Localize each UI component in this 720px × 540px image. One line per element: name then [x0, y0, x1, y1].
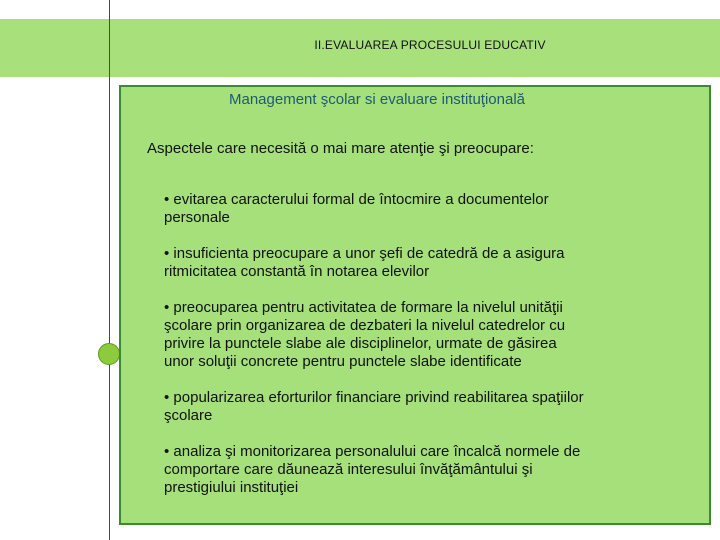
vertical-divider-line [109, 0, 110, 540]
section-subtitle: Management şcolar si evaluare instituţională [229, 91, 525, 108]
aspects-list [164, 191, 684, 497]
slide-title: II.EVALUAREA PROCESULUI EDUCATIV [314, 38, 546, 52]
content-box [119, 85, 711, 525]
list-item: • popularizarea eforturilor financiare privind reabilitarea spaţiilor şcolare [164, 389, 584, 424]
list-item: • evitarea caracterului formal de întocmire a documentelor personale [164, 191, 549, 226]
list-item: • insuficienta preocupare a unor şefi de catedră de a asigura ritmicitatea constantă în notarea elevilor [164, 245, 565, 280]
list-item: • analiza şi monitorizarea personalului care încalcă normele de comportare care dăunează interesului învăţământului şi prestigiului instituţiei [164, 443, 581, 496]
list-item: • preocuparea pentru activitatea de formare la nivelul unităţii şcolare prin organizarea de dezbateri la nivelul catedrelor cu privire la punctele slabe ale disciplinelor, urmate de găsirea unor soluţii concrete pentru punctele slabe identificate [164, 299, 566, 370]
green-circle-icon [98, 343, 120, 365]
intro-text: Aspectele care necesită o mai mare atenţie şi preocupare: [147, 140, 534, 157]
